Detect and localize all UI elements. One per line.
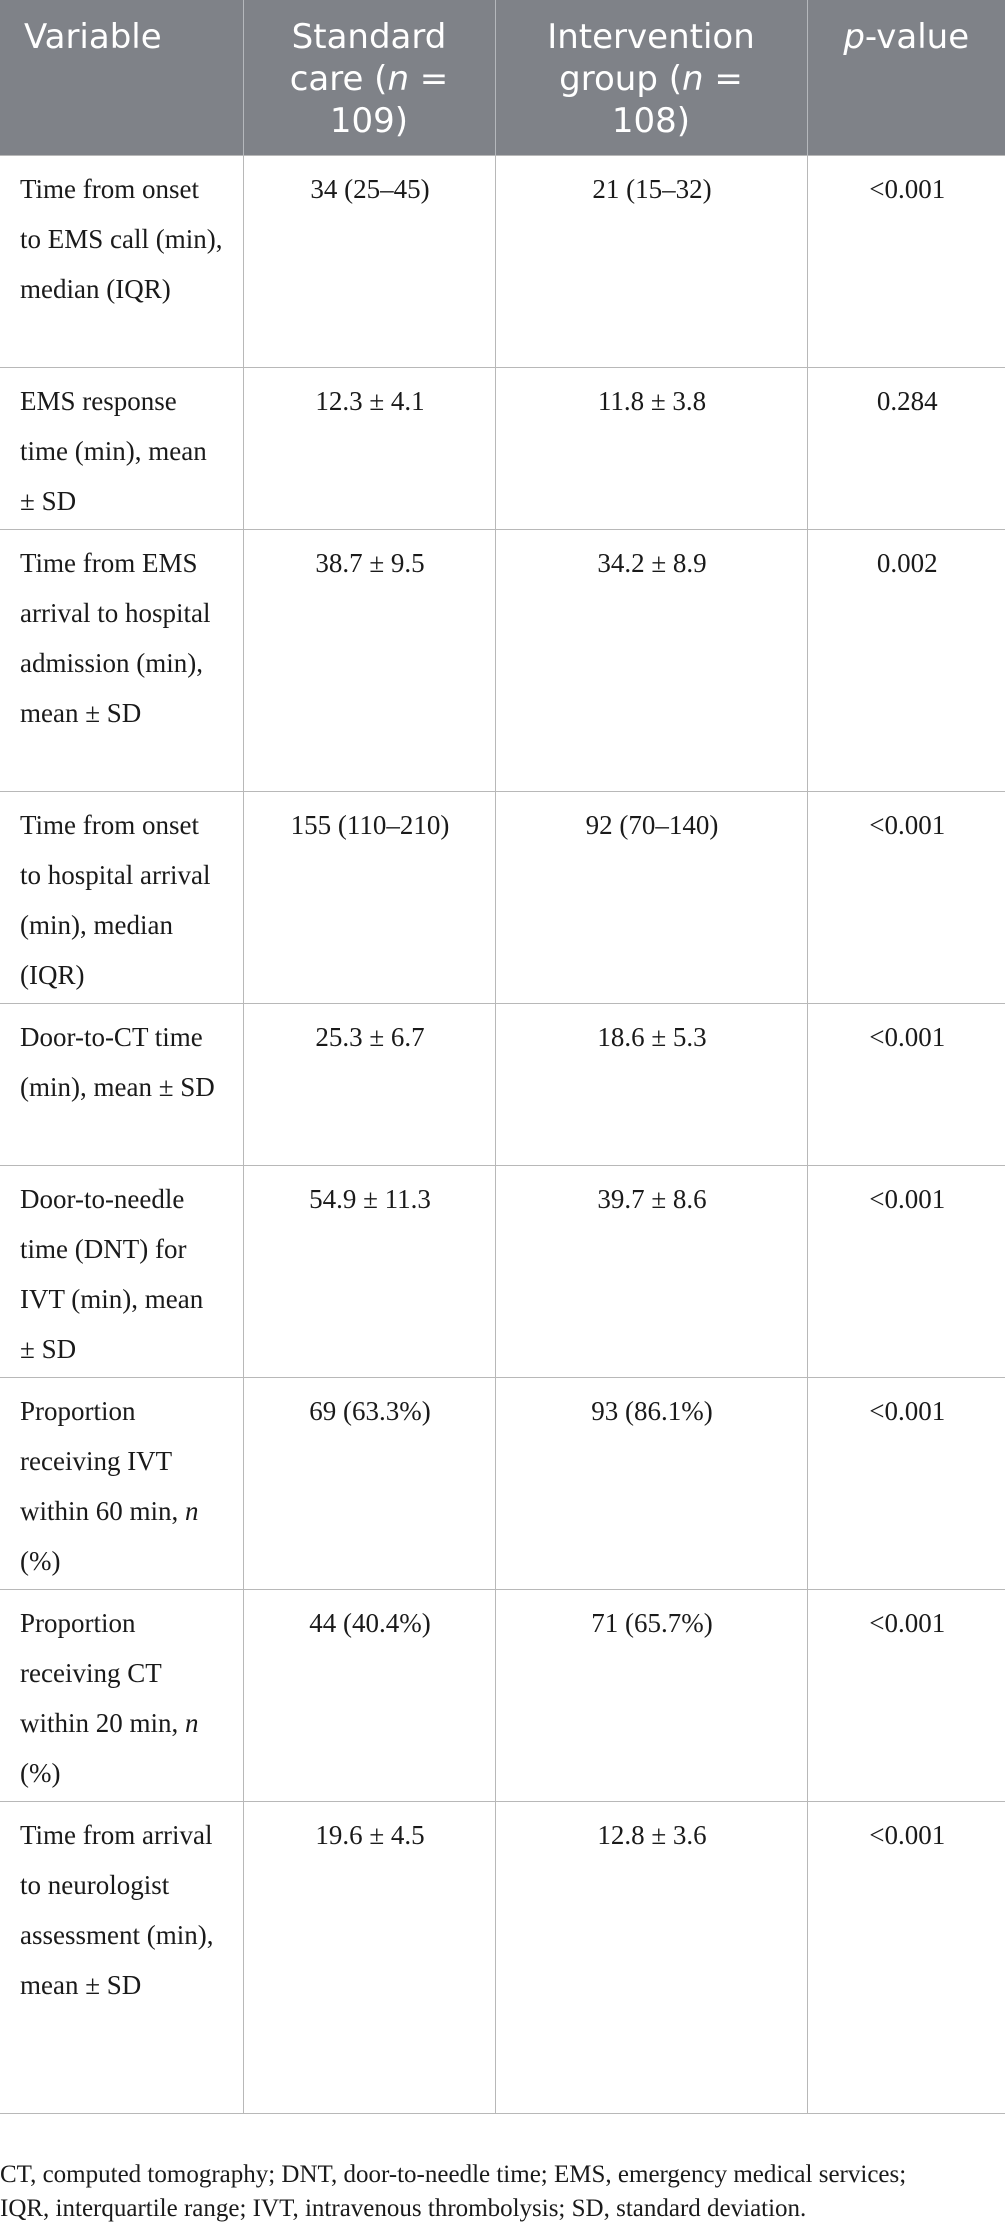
header-intervention-group: Intervention group (n = 108) [495,0,807,155]
row-label: Proportion receiving CT within 20 min, n (%) [0,1589,243,1801]
p-value: <0.001 [807,1589,1005,1801]
standard-care-value: 54.9 ± 11.3 [243,1165,495,1377]
row-label: Door-to-CT time (min), mean ± SD [0,1003,243,1165]
intervention-value: 12.8 ± 3.6 [495,1801,807,2113]
table-row [0,1003,1005,1165]
header-variable: Variable [24,17,162,57]
p-value: <0.001 [807,791,1005,1003]
footnote-line: IQR, interquartile range; IVT, intravenous thrombolysis; SD, standard deviation. [0,2195,807,2222]
p-value: <0.001 [807,155,1005,367]
footnote-line: CT, computed tomography; DNT, door-to-needle time; EMS, emergency medical services; [0,2161,907,2188]
p-value: <0.001 [807,1801,1005,2113]
p-value: <0.001 [807,1003,1005,1165]
intervention-value: 18.6 ± 5.3 [495,1003,807,1165]
standard-care-value: 155 (110–210) [243,791,495,1003]
row-label: Door-to-needle time (DNT) for IVT (min), mean ± SD [0,1165,243,1377]
row-label: Time from onset to hospital arrival (min), median (IQR) [0,791,243,1003]
standard-care-value: 25.3 ± 6.7 [243,1003,495,1165]
table-row [0,1589,1005,1801]
intervention-value: 39.7 ± 8.6 [495,1165,807,1377]
p-value: <0.001 [807,1377,1005,1589]
intervention-value: 92 (70–140) [495,791,807,1003]
row-label: Time from EMS arrival to hospital admission (min), mean ± SD [0,529,243,791]
standard-care-value: 34 (25–45) [243,155,495,367]
table-body [0,155,1005,2113]
table-row [0,1377,1005,1589]
table-row [0,367,1005,529]
table-row [0,1801,1005,2113]
standard-care-value: 12.3 ± 4.1 [243,367,495,529]
intervention-value: 34.2 ± 8.9 [495,529,807,791]
table-row [0,529,1005,791]
intervention-value: 21 (15–32) [495,155,807,367]
table-row [0,791,1005,1003]
row-label: Proportion receiving IVT within 60 min, n (%) [0,1377,243,1589]
table-row [0,1165,1005,1377]
intervention-value: 71 (65.7%) [495,1589,807,1801]
header-p-value: p-value [807,0,1005,155]
standard-care-value: 44 (40.4%) [243,1589,495,1801]
header-standard-care: Standard care (n = 109) [243,0,495,155]
p-value: 0.284 [807,367,1005,529]
row-label: Time from onset to EMS call (min), median (IQR) [0,155,243,367]
intervention-value: 11.8 ± 3.8 [495,367,807,529]
table-footnote [0,2158,1005,2226]
p-value: <0.001 [807,1165,1005,1377]
header-row [0,0,1005,155]
standard-care-value: 69 (63.3%) [243,1377,495,1589]
standard-care-value: 38.7 ± 9.5 [243,529,495,791]
p-value: 0.002 [807,529,1005,791]
table-row [0,155,1005,367]
table-header [0,0,1005,155]
intervention-value: 93 (86.1%) [495,1377,807,1589]
standard-care-value: 19.6 ± 4.5 [243,1801,495,2113]
row-label: Time from arrival to neurologist assessment (min), mean ± SD [0,1801,243,2113]
row-label: EMS response time (min), mean ± SD [0,367,243,529]
